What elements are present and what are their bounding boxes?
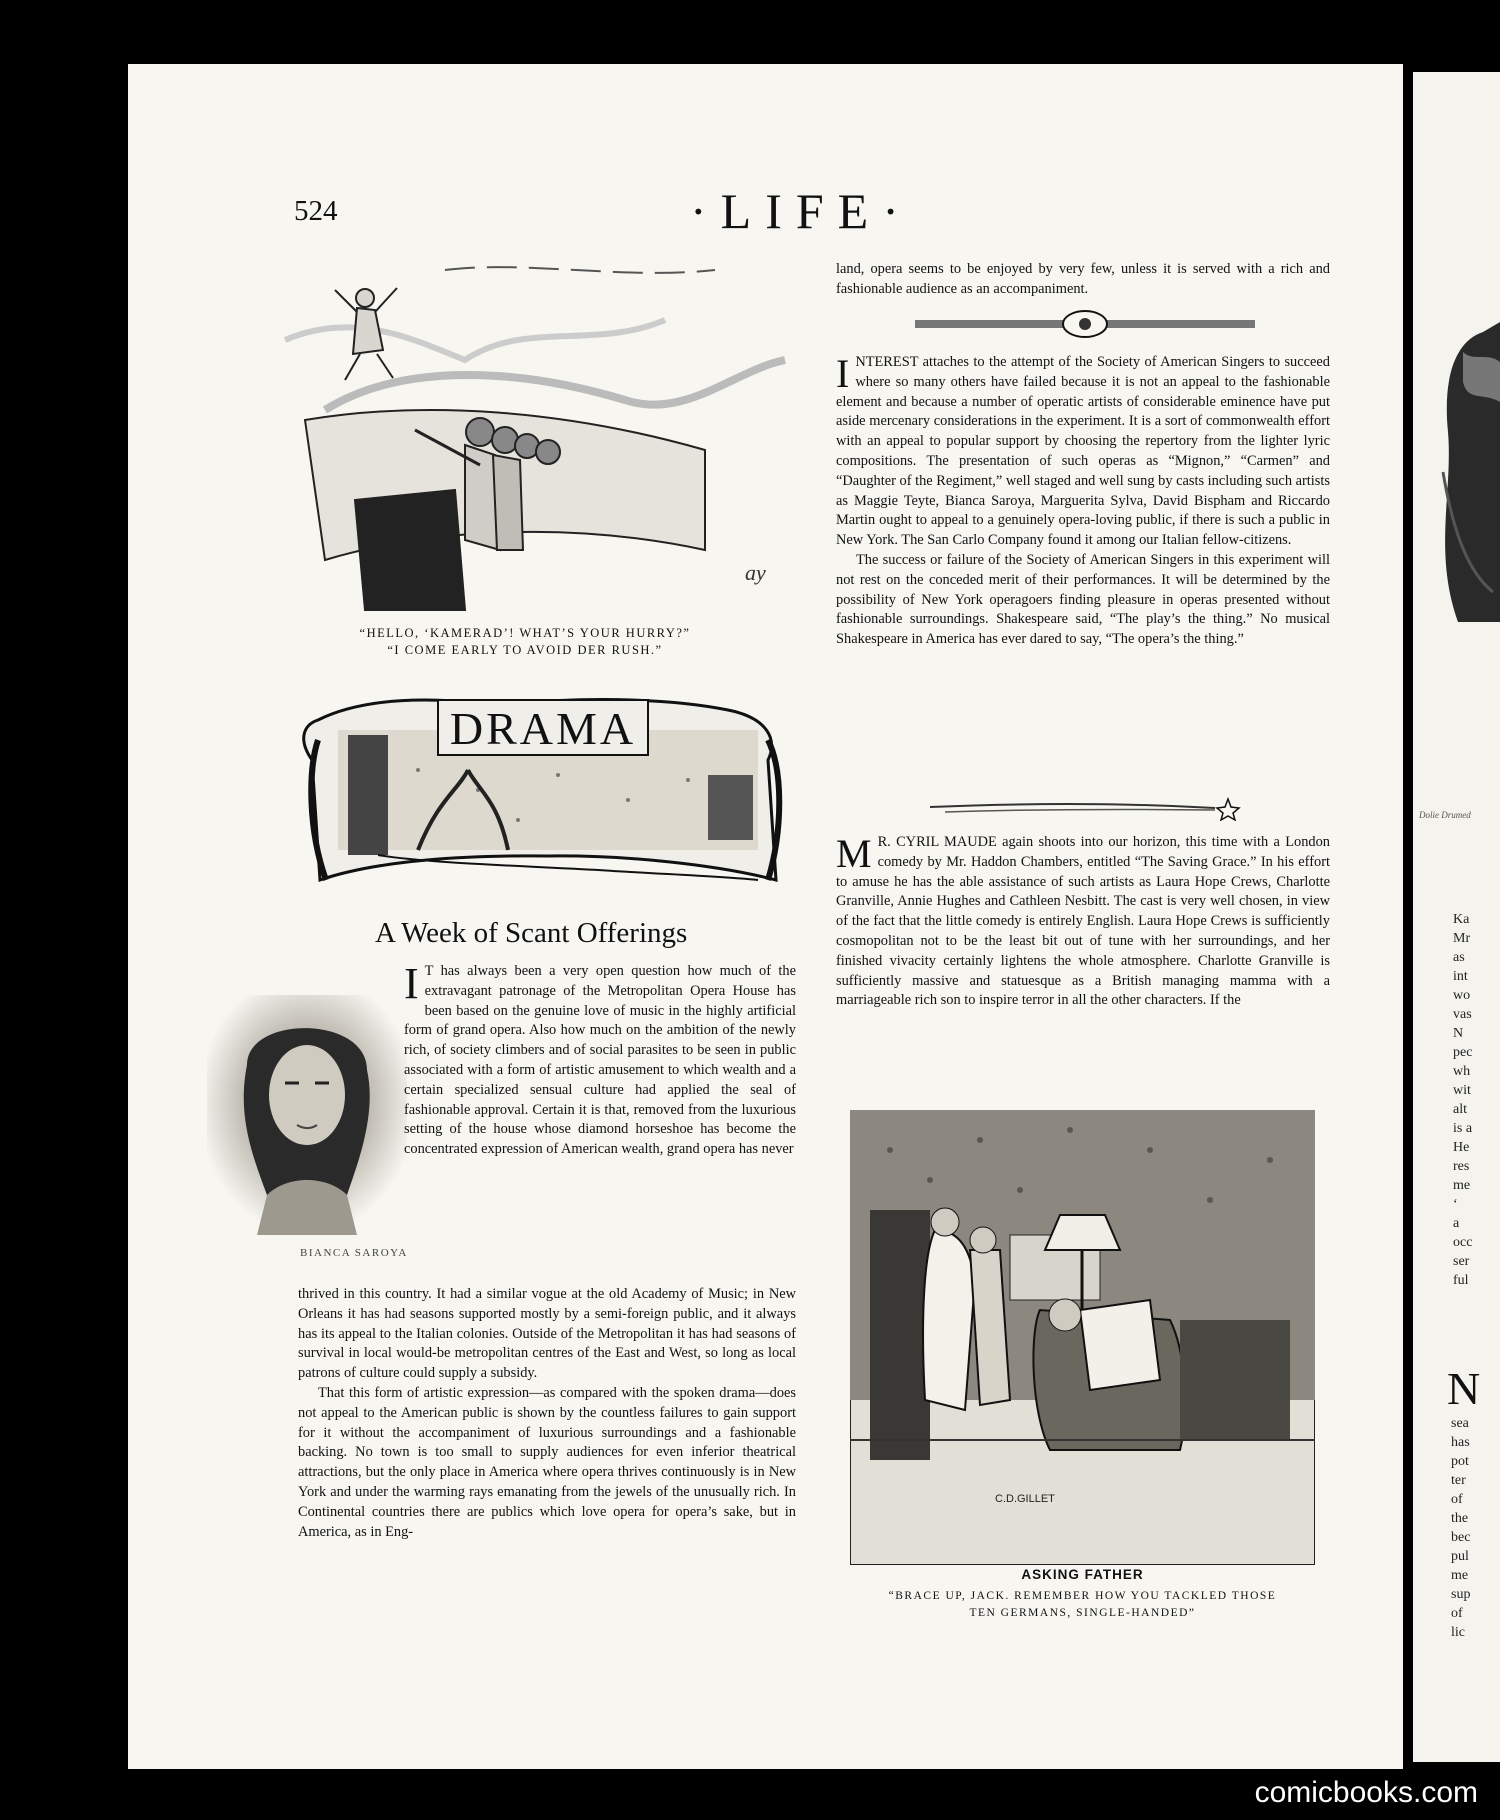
facing-page-col1-line: wit	[1453, 1083, 1471, 1098]
right-paragraph-1: NTEREST attaches to the attempt of the Society of American Singers to succeed where so many others have failed because it is not an appeal to the fashionable element and because a number of operatic artists of considerable eminence have put aside mercenary considerations in the experiment. It is a sort of commonwealth effort with an appeal to popular support by choosing the repertory from the lighter lyric compositions. The presentation of such operas as “Mignon,” “Carmen” and “Daughter of the Regiment,” well staged and well sung by casts including such artists as Maggie Teyte, Bianca Saroya, Marguerita Sylva, David Bispham and Riccardo Martin ought to appeal to a genuinely opera-loving public, if there is such a public in New York. The San Carlo Company found it among our Italian fellow-citizens.	[836, 354, 1330, 549]
top-cartoon-caption-line1: “HELLO, ‘KAMERAD’! WHAT’S YOUR HURRY?”	[359, 626, 691, 640]
facing-page-col1-line: He	[1453, 1140, 1470, 1155]
watermark: comicbooks.com	[1254, 1776, 1478, 1809]
facing-page-col1-line: is a	[1453, 1121, 1473, 1136]
facing-page-col2-line: ter	[1451, 1473, 1466, 1488]
facing-page-col1-line: occ	[1453, 1235, 1473, 1250]
top-cartoon-caption	[300, 625, 750, 659]
facing-page-col1-line: ‘	[1453, 1197, 1458, 1212]
page-number: 524	[294, 195, 338, 227]
ornamental-divider	[915, 310, 1255, 338]
bianca-saroya-portrait	[207, 995, 407, 1235]
facing-page-col1-line: res	[1453, 1159, 1470, 1174]
bottom-cartoon-caption-line1: “BRACE UP, JACK. REMEMBER HOW YOU TACKLED THOSE	[888, 1590, 1277, 1602]
facing-page-col1-line: me	[1453, 1178, 1471, 1193]
right-paragraph-2: The success or failure of the Society of American Singers in this experiment will not rest on the conceded merit of their performances. It will be determined by the possibility of New York operagoers finding pleasure in operas presented without fashionable surroundings. Shakespeare said, “The play’s the thing.” No musical Shakespeare in America has ever dared to say, “The opera’s the thing.”	[836, 551, 1330, 648]
left-column-main	[298, 1285, 796, 1542]
facing-page-col2-line: lic	[1451, 1625, 1465, 1640]
drama-banner-illustration	[298, 680, 798, 895]
facing-page-col1-line: wo	[1453, 988, 1471, 1003]
left-paragraph-1-continued: thrived in this country. It had a similar vogue at the old Academy of Music; in New Orleans it has had seasons supported mostly by a semi-foreign public, and it always has its appeal to the Italian colonies. Outside of the Metropolitan it has had seasons of survival in local would-be metropolitan centres of the East and West, so long as local patrons of culture could supply a subsidy.	[298, 1286, 796, 1382]
right-column-top	[836, 260, 1330, 300]
facing-page-fragment	[1413, 72, 1500, 1762]
svg-text:ay: ay	[745, 560, 766, 585]
facing-page-col1-line: int	[1453, 969, 1468, 984]
facing-page-col2-line: pot	[1451, 1454, 1469, 1469]
facing-page-credit: Dolie Drumed	[1419, 810, 1471, 820]
facing-page-col1-line: N	[1453, 1026, 1464, 1041]
facing-page-illustration	[1413, 292, 1500, 672]
right-column-cyril-maude	[836, 833, 1330, 1011]
masthead-title: ·LIFE·	[690, 183, 913, 239]
right-paragraph-3: R. CYRIL MAUDE again shoots into our horizon, this time with a London comedy by Mr. Haddon Chambers, entitled “The Saving Grace.” In his effort to amuse he has the able assistance of such artists as Laura Hope Crews, Charlotte Granville, Annie Hughes and Cathleen Nesbitt. The cast is very well chosen, in view of the fact that the little comedy is entirely English. Laura Hope Crews is sufficiently cosmopolitan not to be the least bit out of tune with her surroundings, and her finished vivacity certainly lightens the whole atmosphere. Charlotte Granville is sufficiently massive and statuesque as a British managing mamma with a marriageable rich son to inspire terror in all the other characters. If the	[836, 834, 1330, 1009]
facing-page-col1-line: pec	[1453, 1045, 1473, 1060]
left-paragraph-2: That this form of artistic expression—as compared with the spoken drama—does not appeal to the American public is shown by the countless failures to gain support for it without the accompaniment of luxurious surroundings and a fashionable backing. No town is too small to supply audiences for even inferior theatrical attractions, but the only place in America where opera thrives continuously is in New York and under the warming rays emanating from the jewels of the unusually rich. In Continental countries there are publics which love opera for opera’s sake, but in America, as in Eng-	[298, 1384, 796, 1540]
portrait-caption: BIANCA SAROYA	[300, 1247, 408, 1259]
facing-page-col2-line: bec	[1451, 1530, 1471, 1545]
top-cartoon-caption-line2: “I COME EARLY TO AVOID DER RUSH.”	[387, 643, 663, 657]
cartoon-signature: C.D.GILLET	[995, 1493, 1055, 1505]
bottom-cartoon-title: ASKING FATHER	[1021, 1567, 1144, 1582]
facing-page-drop-cap: N	[1447, 1363, 1481, 1414]
facing-page-col2-line: pul	[1451, 1549, 1469, 1564]
facing-page-col1-line: Mr	[1453, 931, 1471, 946]
facing-page-col1-line: alt	[1453, 1102, 1467, 1117]
facing-page-col1-line: Ka	[1453, 912, 1470, 927]
shooting-star-divider	[925, 795, 1245, 821]
facing-page-col2-line: sup	[1451, 1587, 1471, 1602]
facing-page-text-column-2	[1451, 1416, 1500, 1644]
facing-page-col2-line: of	[1451, 1492, 1463, 1507]
drop-cap-interest: I	[836, 351, 850, 396]
left-column-intro-wrap	[404, 959, 796, 1160]
drop-cap-mr: M	[836, 831, 872, 876]
facing-page-col1-line: ful	[1453, 1273, 1469, 1288]
asking-father-cartoon	[850, 1110, 1315, 1565]
facing-page-col2-line: me	[1451, 1568, 1469, 1583]
right-paragraph-0: land, opera seems to be enjoyed by very few, unless it is served with a rich and fashionable audience as an accompaniment.	[836, 261, 1330, 297]
facing-page-col1-line: vas	[1453, 1007, 1472, 1022]
right-column-middle	[836, 353, 1330, 650]
facing-page-col2-line: sea	[1451, 1416, 1469, 1431]
facing-page-col1-line: as	[1453, 950, 1465, 965]
bottom-cartoon-caption	[830, 1588, 1335, 1622]
facing-page-col2-line: the	[1451, 1511, 1469, 1526]
facing-page-col1-line: wh	[1453, 1064, 1471, 1079]
facing-page-text-column-1	[1453, 912, 1500, 1292]
left-paragraph-1-wrapped: T has always been a very open question how much of the extravagant patronage of the Metropolitan Opera House has been based on the genuine love of music in the highly artificial form of grand opera. Also how much on the ambition of the newly rich, of society climbers and of social parasites to be seen in public associated with a form of artistic amusement to which wealth and a certain specialized sensual culture had applied the seal of fashionable approval. Certain it is that, removed from the luxurious setting of the house whose diamond horseshoe has become the concentrated expression of American wealth, grand opera has never	[404, 963, 796, 1158]
drop-cap-i: I	[404, 959, 419, 1008]
article-headline: A Week of Scant Offerings	[375, 917, 688, 949]
bottom-cartoon-caption-line2: TEN GERMANS, SINGLE-HANDED”	[969, 1607, 1196, 1619]
facing-page-col2-line: of	[1451, 1606, 1463, 1621]
facing-page-col1-line: ser	[1453, 1254, 1470, 1269]
drama-banner-title: DRAMA	[449, 703, 637, 754]
facing-page-col1-line: a	[1453, 1216, 1460, 1231]
facing-page-col2-line: has	[1451, 1435, 1470, 1450]
trench-cartoon-illustration	[265, 250, 795, 620]
